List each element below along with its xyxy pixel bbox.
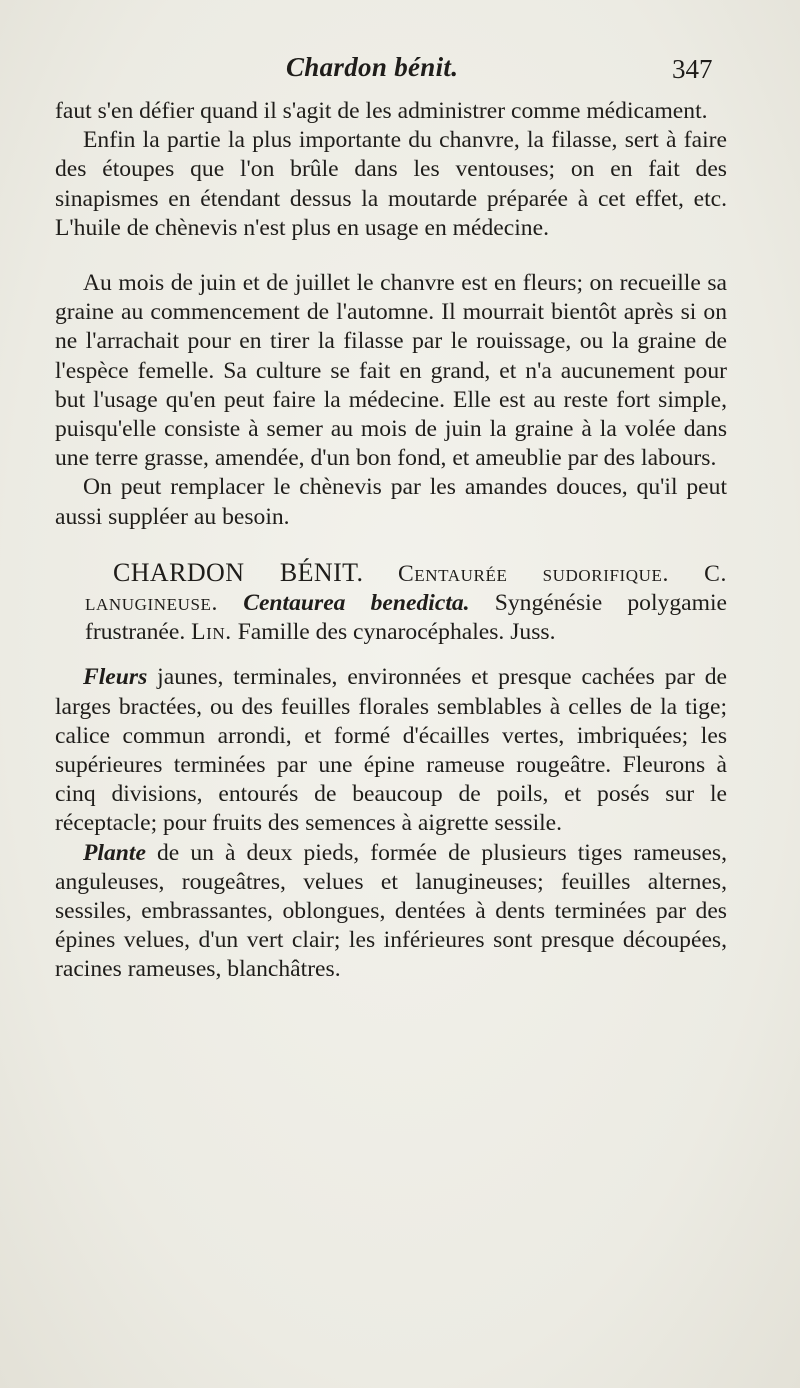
- entry-headword: CHARDON BÉNIT.: [113, 557, 364, 587]
- entry-linnaeus: Lin.: [191, 619, 232, 646]
- fleurs-text: jaunes, terminales, environnées et presque cachées par de larges bractées, ou des feuilles florales semblables à celles de la tige; calice commun arrondi, et formé d'écailles vertes, imbriquées; les supérieures terminées par une épine rameuse rougeâtre. Fleurons à cinq divisions, entourés de beaucoup de poils, et posés sur le réceptacle; pour fruits des semences à aigrette sessile.: [55, 664, 727, 837]
- paragraph-culture: Au mois de juin et de juillet le chanvre est en fleurs; on recueille sa graine au commencement de l'automne. Il mourrait bientôt après si on ne l'arrachait pour en tirer la filasse par le rouissage, ou la graine de l'espèce femelle. Sa culture se fait en grand, et n'a aucunement pour but l'usage qu'en peut faire la médecine. Elle est au reste fort simple, puisqu'elle consiste à semer au mois de juin la graine à la volée dans une terre grasse, amendée, d'un bon fond, et ameublie par des labours.: [55, 270, 727, 472]
- paragraph-plante: [55, 839, 727, 985]
- entry-classification: Syngénésie polygamie frustranée.: [85, 590, 727, 646]
- plante-label: Plante: [83, 839, 146, 866]
- entry-synonyms: Centaurée sudorifique. C. lanugineuse.: [85, 560, 727, 617]
- page-number: 347: [672, 54, 713, 84]
- entry-latin-name: Centaurea benedicta.: [243, 590, 470, 617]
- paragraph-chenevis: On peut remplacer le chènevis par les amandes douces, qu'il peut aussi suppléer au besoin.: [55, 474, 727, 530]
- entry-family: Famille des cynarocéphales. Juss.: [237, 619, 556, 646]
- paragraph-continuation: faut s'en défier quand il s'agit de les administrer comme médicament.: [55, 98, 708, 124]
- paragraph-filasse: Enfin la partie la plus importante du chanvre, la filasse, sert à faire des étoupes que l'on brûle dans les ventouses; on en fait des sinapismes en étendant dessus la moutarde préparée à cet effet, etc. L'huile de chènevis n'est plus en usage en médecine.: [55, 127, 727, 241]
- plante-text: de un à deux pieds, formée de plusieurs tiges rameuses, anguleuses, rougeâtres, velues et lanugineuses; feuilles alternes, sessiles, embrassantes, oblongues, dentées à dents terminées par des épines velues, d'un vert clair; les inférieures sont presque découpées, racines rameuses, blanchâtres.: [55, 839, 728, 983]
- paragraph-fleurs: [55, 663, 727, 838]
- fleurs-label: Fleurs: [83, 664, 148, 691]
- entry-heading: [55, 558, 727, 648]
- body-text: [55, 97, 727, 985]
- running-title: Chardon bénit.: [286, 52, 459, 82]
- running-head: [0, 52, 800, 92]
